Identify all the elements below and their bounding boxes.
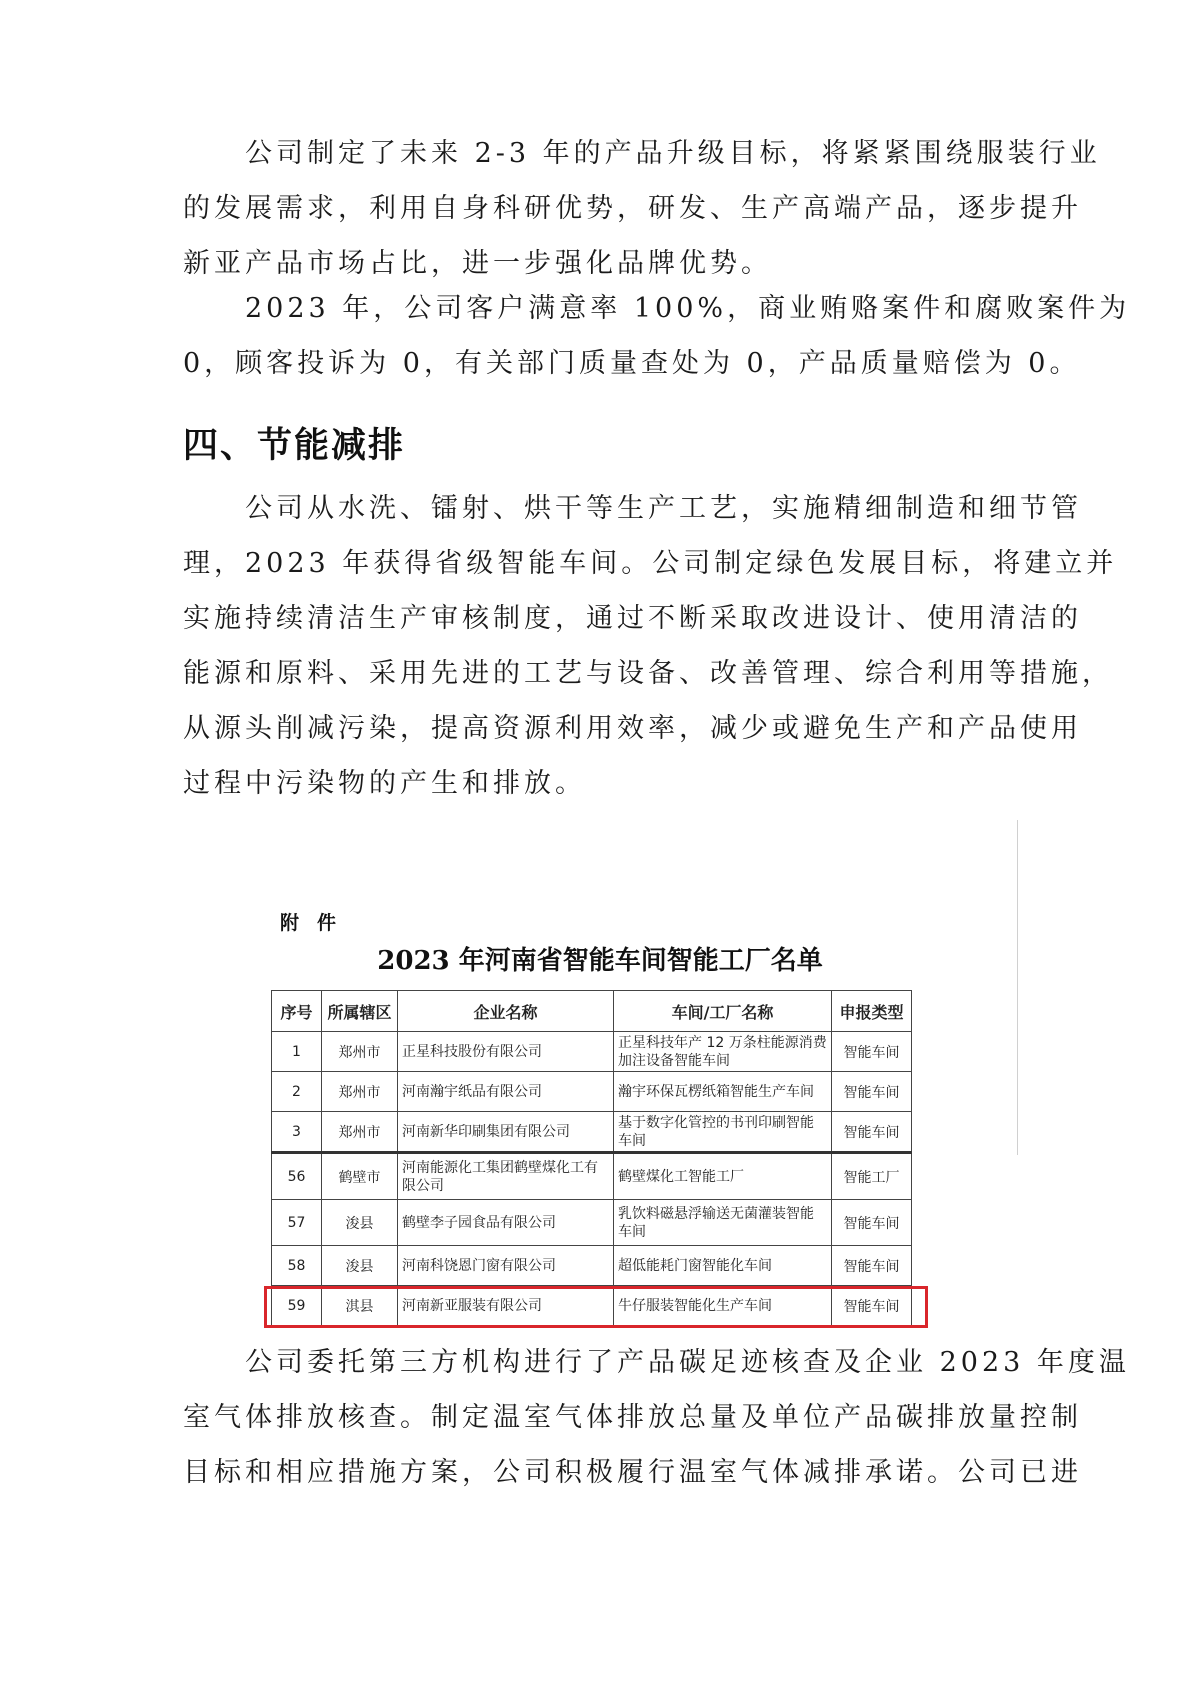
cell-type: 智能车间 [832,1032,912,1072]
header-index: 序号 [272,991,322,1032]
table-row [272,1246,912,1286]
text-line: 新亚产品市场占比，进一步强化品牌优势。 [183,248,772,279]
text-line: 的发展需求，利用自身科研优势，研发、生产高端产品，逐步提升 [183,193,1082,224]
cell-company: 河南能源化工集团鹤壁煤化工有限公司 [398,1153,614,1200]
cell-index: 58 [272,1246,322,1286]
text-line: 目标和相应措施方案，公司积极履行温室气体减排承诺。公司已进 [183,1457,1082,1488]
header-workshop: 车间/工厂名称 [614,991,832,1032]
smart-workshop-table [271,990,912,1326]
cell-type: 智能车间 [832,1246,912,1286]
cell-company: 河南瀚宇纸品有限公司 [398,1072,614,1112]
cell-type: 智能车间 [832,1200,912,1246]
cell-workshop: 牛仔服装智能化生产车间 [614,1286,832,1326]
cell-index: 57 [272,1200,322,1246]
cell-index: 2 [272,1072,322,1112]
cell-workshop: 正星科技年产 12 万条柱能源消费加注设备智能车间 [614,1032,832,1072]
section-heading: 四、节能减排 [183,426,406,466]
cell-type: 智能车间 [832,1286,912,1326]
paragraph-carbon-footprint [183,1335,1130,1500]
text-line: 过程中污染物的产生和排放。 [183,768,586,799]
cell-index: 1 [272,1032,322,1072]
cell-company: 河南新华印刷集团有限公司 [398,1112,614,1153]
cell-district: 鹤壁市 [322,1153,398,1200]
paragraph-product-upgrade [183,126,1101,291]
cell-district: 浚县 [322,1246,398,1286]
cell-index: 59 [272,1286,322,1326]
cell-type: 智能车间 [832,1072,912,1112]
table-row [272,1072,912,1112]
cell-company: 鹤壁李子园食品有限公司 [398,1200,614,1246]
attachment-title: 2023 年河南省智能车间智能工厂名单 [377,946,823,976]
text-line: 0，顾客投诉为 0，有关部门质量查处为 0，产品质量赔偿为 0。 [183,348,1081,379]
cell-workshop: 基于数字化管控的书刊印刷智能车间 [614,1112,832,1153]
table-header-row [272,991,912,1032]
text-line: 公司从水洗、镭射、烘干等生产工艺，实施精细制造和细节管 [183,493,1082,524]
cell-company: 河南科饶恩门窗有限公司 [398,1246,614,1286]
cell-district: 郑州市 [322,1032,398,1072]
text-line: 2023 年，公司客户满意率 100%，商业贿赂案件和腐败案件为 [183,293,1131,324]
cell-district: 郑州市 [322,1072,398,1112]
cell-type: 智能工厂 [832,1153,912,1200]
text-line: 能源和原料、采用先进的工艺与设备、改善管理、综合利用等措施， [183,658,1113,689]
cell-workshop: 鹤壁煤化工智能工厂 [614,1153,832,1200]
cell-type: 智能车间 [832,1112,912,1153]
header-company: 企业名称 [398,991,614,1032]
text-line: 公司委托第三方机构进行了产品碳足迹核查及企业 2023 年度温 [183,1347,1130,1378]
cell-company: 河南新亚服装有限公司 [398,1286,614,1326]
text-line: 从源头削减污染，提高资源利用效率，减少或避免生产和产品使用 [183,713,1082,744]
cell-workshop: 乳饮料磁悬浮输送无菌灌装智能车间 [614,1200,832,1246]
paragraph-customer-satisfaction [183,281,1131,391]
paragraph-energy-saving [183,481,1118,811]
highlight-box [264,1286,928,1328]
cell-company: 正星科技股份有限公司 [398,1032,614,1072]
cell-district: 郑州市 [322,1112,398,1153]
table-row [272,1200,912,1246]
table-row [272,1112,912,1153]
table-row [272,1032,912,1072]
text-line: 实施持续清洁生产审核制度，通过不断采取改进设计、使用清洁的 [183,603,1082,634]
header-type: 申报类型 [832,991,912,1032]
attachment-label: 附件 [280,912,355,934]
text-line: 公司制定了未来 2-3 年的产品升级目标，将紧紧围绕服装行业 [183,138,1101,169]
cell-workshop: 瀚宇环保瓦楞纸箱智能生产车间 [614,1072,832,1112]
text-line: 室气体排放核查。制定温室气体排放总量及单位产品碳排放量控制 [183,1402,1082,1433]
text-line: 理，2023 年获得省级智能车间。公司制定绿色发展目标，将建立并 [183,548,1118,579]
cell-district: 浚县 [322,1200,398,1246]
cell-district: 淇县 [322,1286,398,1326]
divider-line [1017,820,1018,1155]
cell-index: 56 [272,1153,322,1200]
cell-index: 3 [272,1112,322,1153]
table-row [272,1153,912,1200]
cell-workshop: 超低能耗门窗智能化车间 [614,1246,832,1286]
header-district: 所属辖区 [322,991,398,1032]
